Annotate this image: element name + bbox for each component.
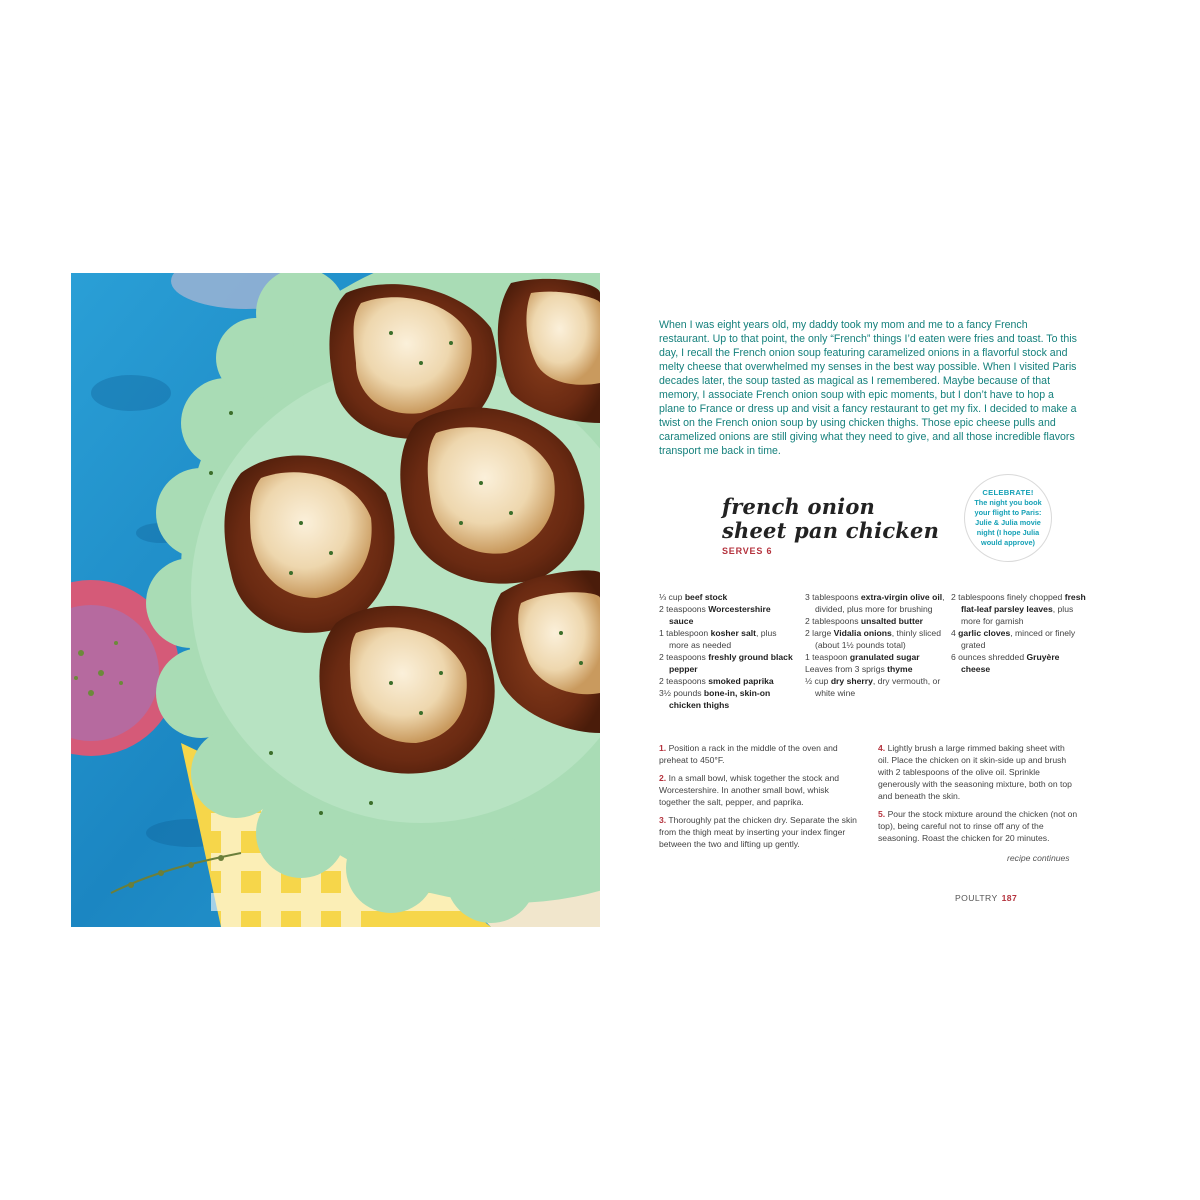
steps-column-right [878, 742, 1078, 850]
step [659, 772, 859, 808]
step-text: Thoroughly pat the chicken dry. Separate the skin from the thigh meat by inserting your index finger between the two and lifting up gently. [659, 815, 857, 849]
recipe-title-line-1: french onion [722, 494, 876, 519]
recipe-title-block [722, 495, 939, 556]
ingredient-detail: ½ cup [805, 676, 831, 686]
ingredient-item [659, 675, 794, 687]
ingredient-detail: 6 ounces shredded [951, 652, 1027, 662]
ingredient-name: thyme [887, 664, 913, 674]
recipe-title-line-2: sheet pan chicken [722, 518, 940, 543]
ingredient-name: Worcestershire sauce [669, 604, 771, 626]
ingredient-name: smoked paprika [708, 676, 774, 686]
ingredient-item [659, 651, 794, 675]
step-text: Pour the stock mixture around the chicken (not on top), being careful not to rinse off any of the seasoning. Roast the chicken for 20 minutes. [878, 809, 1078, 843]
ingredient-detail: 2 teaspoons [659, 604, 709, 614]
ingredient-detail: 2 large [805, 628, 834, 638]
ingredient-item [805, 651, 945, 663]
step-text: Position a rack in the middle of the oven and preheat to 450°F. [659, 743, 838, 765]
ingredient-detail: 1 tablespoon [659, 628, 711, 638]
intro-paragraph: When I was eight years old, my daddy took my mom and me to a fancy French restaurant. Up to that point, the only “French” things I’d eaten were fries and toast. To this day, I recall the French onion soup featuring caramelized onions in a flavorful stock and melty cheese that overwhelmed my senses in the best way possible. When I visited Paris decades later, the soup tasted as magical as I remembered. Maybe because of that memory, I associate French onion soup with epic moments, but I don’t have to hop a plane to France or dress up and visit a fancy restaurant to get my fix. I decided to make a twist on the French onion soup by using chicken thighs. Those epic cheese pulls and caramelized onions are still giving what they need to give, and all those incredible flavors transport me back in time. [659, 319, 1077, 457]
ingredient-detail: 3½ pounds [659, 688, 704, 698]
recipe-title [722, 495, 939, 543]
ingredient-name: Gruyère cheese [961, 652, 1060, 674]
ingredient-name: garlic cloves [958, 628, 1011, 638]
ingredient-item [805, 615, 945, 627]
ingredient-detail: 2 teaspoons [659, 652, 709, 662]
ingredient-detail: , thinly sliced (about 1½ pounds total) [815, 628, 941, 650]
ingredient-name: fresh flat-leaf parsley leaves [961, 592, 1086, 614]
ingredient-item [951, 591, 1086, 627]
celebrate-badge [964, 474, 1052, 562]
ingredients-column-1 [659, 591, 794, 711]
ingredient-detail: , dry vermouth, or white wine [815, 676, 941, 698]
step-text: In a small bowl, whisk together the stock and Worcestershire. In another small bowl, whisk together the salt, pepper, and paprika. [659, 773, 840, 807]
ingredient-detail: 2 tablespoons [805, 616, 861, 626]
ingredient-name: freshly ground black pepper [669, 652, 793, 674]
ingredient-item [805, 663, 945, 675]
ingredient-name: bone-in, skin-on chicken thighs [669, 688, 771, 710]
ingredient-name: dry sherry [830, 676, 873, 686]
ingredient-detail: , plus more as needed [669, 628, 777, 650]
step [878, 808, 1078, 844]
step [878, 742, 1078, 802]
recipe-continues-note: recipe continues [1007, 853, 1070, 863]
ingredient-name: beef stock [684, 592, 728, 602]
ingredient-name: Vidalia onions [833, 628, 892, 638]
step [659, 742, 859, 766]
ingredient-name: granulated sugar [849, 652, 920, 662]
ingredient-item [659, 603, 794, 627]
ingredients-column-3 [951, 591, 1086, 675]
ingredient-detail: 1 teaspoon [805, 652, 850, 662]
ingredient-name: extra-virgin olive oil [860, 592, 943, 602]
ingredient-item [805, 675, 945, 699]
ingredient-detail: , divided, plus more for brushing [815, 592, 945, 614]
ingredients-column-2 [805, 591, 945, 699]
page-folio [955, 893, 1017, 903]
ingredient-item [805, 627, 945, 651]
ingredient-item [659, 687, 794, 711]
ingredient-detail: 4 [951, 628, 959, 638]
celebrate-body: The night you book your flight to Paris: Julie & Julia movie night (I hope Julia would approve) [974, 498, 1042, 547]
ingredient-detail: ⅓ cup [659, 592, 685, 602]
step-number: 4. [878, 743, 886, 753]
ingredient-name: unsalted butter [860, 616, 923, 626]
ingredient-detail: 3 tablespoons [805, 592, 861, 602]
ingredient-item [951, 651, 1086, 675]
page-number: 187 [1001, 893, 1018, 903]
ingredient-item [659, 591, 794, 603]
ingredient-item [805, 591, 945, 615]
step-number: 2. [659, 773, 667, 783]
recipe-photo [71, 273, 600, 927]
steps-column-left [659, 742, 859, 856]
ingredient-detail: 2 tablespoons finely chopped [951, 592, 1065, 602]
ingredient-detail: , minced or finely grated [961, 628, 1076, 650]
ingredient-item [659, 627, 794, 651]
serves-label: SERVES 6 [722, 546, 773, 556]
step-number: 1. [659, 743, 667, 753]
ingredient-item [951, 627, 1086, 651]
ingredient-name: kosher salt [710, 628, 756, 638]
ingredient-detail: Leaves from 3 sprigs [805, 664, 888, 674]
ingredient-detail: 2 teaspoons [659, 676, 709, 686]
ingredient-detail: , plus more for garnish [961, 604, 1074, 626]
celebrate-heading: CELEBRATE! [982, 488, 1034, 497]
step-text: Lightly brush a large rimmed baking sheet with oil. Place the chicken on it skin-side up and brush with 2 tablespoons of the olive oil. Sprinkle generously with the seasoning mixture, both on top and beneath the skin. [878, 743, 1072, 801]
step-number: 3. [659, 815, 667, 825]
step [659, 814, 859, 850]
section-name: POULTRY [955, 893, 998, 903]
step-number: 5. [878, 809, 886, 819]
